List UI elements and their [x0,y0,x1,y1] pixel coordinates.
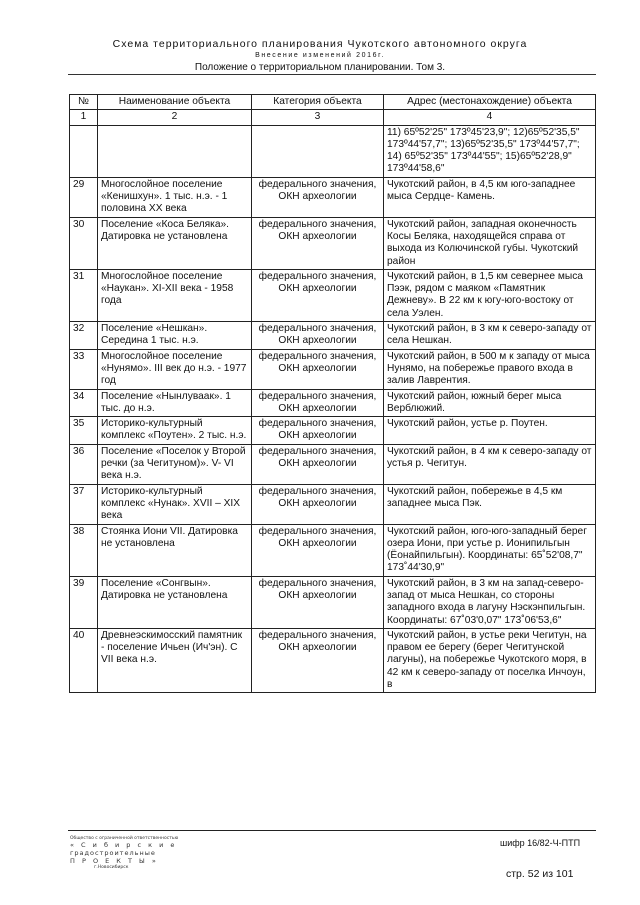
row-name: Поселение «Сонгвын». Датировка не установлена [98,576,252,628]
row-address: Чукотский район, в устье реки Чегитун, на правом ее берегу (берег Чегитунской лагуны), на побережье Чукотского моря, в 42 км к северо-западу от поселка Инчоун, в [384,628,596,692]
row-name: Многослойное поселение «Кенишхун». 1 тыс. н.э. - 1 половина XX века [98,177,252,217]
row-category: федерального значения, ОКН археологии [252,628,384,692]
table-row [70,524,596,576]
table-row [70,628,596,692]
row-number: 36 [70,444,98,484]
row-name: Поселение «Поселок у Второй речки (за Чегитуном)». V- VI века н.э. [98,444,252,484]
row-category: федерального значения, ОКН археологии [252,217,384,269]
row-address: Чукотский район, в 4,5 км юго-западнее мыса Сердце- Камень. [384,177,596,217]
page-number: стр. 52 из 101 [506,868,574,880]
footer-divider [68,830,596,831]
row-number: 31 [70,269,98,321]
header-address: Адрес (местонахождение) объекта [384,95,596,110]
row-number: 30 [70,217,98,269]
logo-line-1: « С и б и р с к и е [70,841,177,849]
logo-line-3: П Р О Е К Т Ы » [70,857,159,865]
row-number: 39 [70,576,98,628]
header-number: № [70,95,98,110]
row-category: федерального значения, ОКН археологии [252,417,384,445]
objects-table [69,94,596,693]
document-cipher: шифр 16/82-Ч-ПТП [500,838,581,848]
row-address: Чукотский район, в 3 км на запад-северо-запад от мыса Нешкан, со стороны западного входа в лагуну Нэскэнпильгын. Координаты: 67˚03'0,07" 173˚06'53,6" [384,576,596,628]
row-number: 32 [70,322,98,350]
document-title: Схема территориального планирования Чукотского автономного округа [112,38,528,50]
table-row [70,444,596,484]
logo-caption: Общество с ограниченной ответственностью [70,836,179,841]
document-volume: Положение о территориальном планировании. Том 3. [194,62,446,73]
row-number: 37 [70,484,98,524]
row-name: Поселение «Нешкан». Середина 1 тыс. н.э. [98,322,252,350]
table-row [70,389,596,417]
header-name: Наименование объекта [98,95,252,110]
table-row [70,349,596,389]
row-category: федерального значения, ОКН археологии [252,576,384,628]
row-category: федерального значения, ОКН археологии [252,269,384,321]
table-row [70,322,596,350]
row-address: Чукотский район, юго-юго-западный берег озера Иони, при устье р. Ионипильгын (Ёонайпильгын). Координаты: 65˚52'08,7" 173˚44'30,9" [384,524,596,576]
row-category: федерального значения, ОКН археологии [252,524,384,576]
row-category: федерального значения, ОКН археологии [252,444,384,484]
company-logo [70,836,180,871]
row-number: 34 [70,389,98,417]
row-category: федерального значения, ОКН археологии [252,484,384,524]
row-number: 29 [70,177,98,217]
header-divider [68,74,596,75]
table-index-row [70,110,596,125]
table-row [70,484,596,524]
row-address: Чукотский район, устье р. Поутен. [384,417,596,445]
table-row [70,217,596,269]
row-category: федерального значения, ОКН археологии [252,322,384,350]
table-header-row [70,95,596,110]
row-name: Древнеэскимосский памятник - поселение Ичьен (Ич'эн). С VII века н.э. [98,628,252,692]
table-row-continuation [70,125,596,177]
row-address: Чукотский район, побережье в 4,5 км западнее мыса Пэк. [384,484,596,524]
logo-city: г.Новосибирск [94,865,129,870]
document-subtitle: Внесение изменений 2016г. [255,52,385,59]
continuation-address: 11) 65º52'25" 173º45'23,9"; 12)65º52'35,5" 173º44'57,7"; 13)65º52'35,5" 173º44'57,7"; 14) 65º52'35" 173º44'55"; 15)65º52'28,9" 173º44'58,6" [384,125,596,177]
row-name: Поселение «Коса Беляка». Датировка не установлена [98,217,252,269]
row-address: Чукотский район, в 4 км к северо-западу от устья р. Чегитун. [384,444,596,484]
row-number: 38 [70,524,98,576]
row-name: Поселение «Нынлуваак». 1 тыс. до н.э. [98,389,252,417]
row-number: 40 [70,628,98,692]
table-row [70,417,596,445]
table-row [70,177,596,217]
table-row [70,269,596,321]
row-name: Историко-культурный комплекс «Нунак». XVII – XIX века [98,484,252,524]
index-2: 2 [98,110,252,125]
row-category: федерального значения, ОКН археологии [252,349,384,389]
row-address: Чукотский район, в 1,5 км севернее мыса Пээк, рядом с маяком «Памятник Дежневу». В 22 км к югу-юго-востоку от села Уэлен. [384,269,596,321]
index-1: 1 [70,110,98,125]
row-category: федерального значения, ОКН археологии [252,177,384,217]
header-category: Категория объекта [252,95,384,110]
row-address: Чукотский район, южный берег мыса Верблюжий. [384,389,596,417]
table-row [70,576,596,628]
index-4: 4 [384,110,596,125]
row-address: Чукотский район, в 3 км к северо-западу от села Нешкан. [384,322,596,350]
row-name: Многослойное поселение «Нунямо». III век до н.э. - 1977 год [98,349,252,389]
index-3: 3 [252,110,384,125]
logo-line-2: градостроительные [70,849,156,857]
row-address: Чукотский район, западная оконечность Косы Беляка, находящейся справа от выхода из Колючинской губы. Чукотский район [384,217,596,269]
row-name: Многослойное поселение «Наукан». XI-XII века - 1958 года [98,269,252,321]
row-category: федерального значения, ОКН археологии [252,389,384,417]
row-name: Историко-культурный комплекс «Поутен». 2 тыс. н.э. [98,417,252,445]
row-name: Стоянка Иони VII. Датировка не установлена [98,524,252,576]
row-number: 35 [70,417,98,445]
row-address: Чукотский район, в 500 м к западу от мыса Нунямо, на побережье правого входа в залив Лаврентия. [384,349,596,389]
row-number: 33 [70,349,98,389]
